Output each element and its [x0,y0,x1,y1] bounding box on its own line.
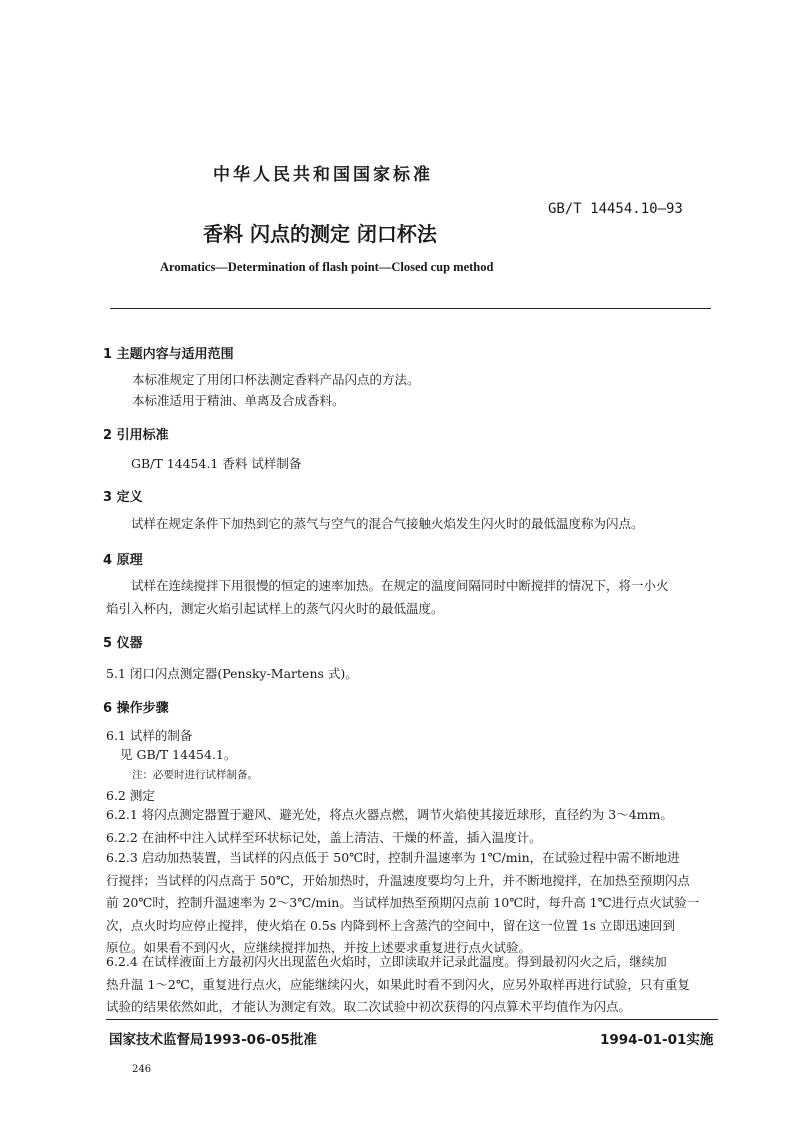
footer-divider [106,1019,718,1020]
section-6-2-3 [106,847,699,960]
section-6-2-3-line-4: 次，点火时均应停止搅拌，使火焰在 0.5s 内降到杯上含蒸汽的空间中，留在这一位置 1s 立即迅速回到 [106,917,676,933]
section-6-heading: 6 操作步骤 [103,701,169,716]
section-2-reference: GB/T 14454.1 香料 试样制备 [131,456,302,471]
section-6-2-2: 6.2.2 在油杯中注入试样至环状标记处，盖上清洁、干燥的杯盖，插入温度计。 [106,830,542,845]
document-title-en: Aromatics—Determination of flash point—Closed cup method [160,260,494,274]
section-6-2-3-line-5: 原位。如果看不到闪火，应继续搅拌加热，并按上述要求重复进行点火试验。 [106,940,532,955]
section-5-1: 5.1 闭口闪点测定器(Pensky-Martens 式)。 [106,666,358,681]
section-3-heading: 3 定义 [103,490,143,505]
implementation-date: 1994-01-01实施 [600,1032,714,1048]
section-6-2-3-line-1: 6.2.3 启动加热装置，当试样的闪点低于 50℃时，控制升温速率为 1℃/min，在试验过程中需不断地进 [106,850,680,865]
section-4-heading: 4 原理 [103,553,143,568]
document-title-cn: 香料 闪点的测定 闭口杯法 [203,222,437,246]
section-6-1-note: 注：必要时进行试样制备。 [132,769,258,781]
section-4-line-2: 焰引入杯内，测定火焰引起试样上的蒸气闪火时的最低温度。 [106,600,444,616]
section-1-heading: 1 主题内容与适用范围 [103,347,234,362]
section-6-2-3-line-2: 行搅拌；当试样的闪点高于 50℃，开始加热时，升温速度要均匀上升，并不断地搅拌，在加热至预期闪点 [106,872,690,888]
section-4-paragraph [106,575,669,620]
section-3-definition: 试样在规定条件下加热到它的蒸气与空气的混合气接触火焰发生闪火时的最低温度称为闪点。 [131,516,644,531]
approval-date: 国家技术监督局1993-06-05批准 [109,1032,317,1048]
section-6-2-3-line-3: 前 20℃时，控制升温速率为 2～3℃/min。当试样加热至预期闪点前 10℃时，每升高 1℃进行点火试验一 [106,895,700,910]
section-6-2-4-line-1: 6.2.4 在试样液面上方最初闪火出现蓝色火焰时，立即读取并记录此温度。得到最初闪火之后，继续加 [106,954,667,969]
section-6-2-title: 6.2 测定 [106,788,155,803]
section-6-2-4-line-3: 试验的结果依然如此，才能认为测定有效。取二次试验中初次获得的闪点算术平均值作为闪点。 [106,999,632,1014]
section-6-2-4-line-2: 热升温 1～2℃，重复进行点火，应能继续闪火，如果此时看不到闪火，应另外取样再进行试验，只有重复 [106,976,690,992]
section-1-paragraph-2: 本标准适用于精油、单离及合成香料。 [132,393,345,408]
page-number: 246 [132,1064,152,1075]
section-6-1-body: 见 GB/T 14454.1。 [120,747,237,762]
section-6-2-1: 6.2.1 将闪点测定器置于避风、避光处，将点火器点燃，调节火焰使其接近球形，直径约为 3～4mm。 [106,807,673,822]
section-6-1-title: 6.1 试样的制备 [106,728,193,743]
section-5-heading: 5 仪器 [103,636,143,651]
section-6-2-4 [106,951,690,1019]
header-divider [110,308,711,309]
section-1-paragraph-1: 本标准规定了用闭口杯法测定香料产品闪点的方法。 [132,372,420,387]
section-4-line-1: 试样在连续搅拌下用很慢的恒定的速率加热。在规定的温度间隔同时中断搅拌的情况下，将一小火 [131,578,669,593]
national-standard-title: 中华人民共和国国家标准 [213,165,433,185]
section-2-heading: 2 引用标准 [103,428,169,443]
standard-code: GB/T 14454.10—93 [548,201,683,217]
